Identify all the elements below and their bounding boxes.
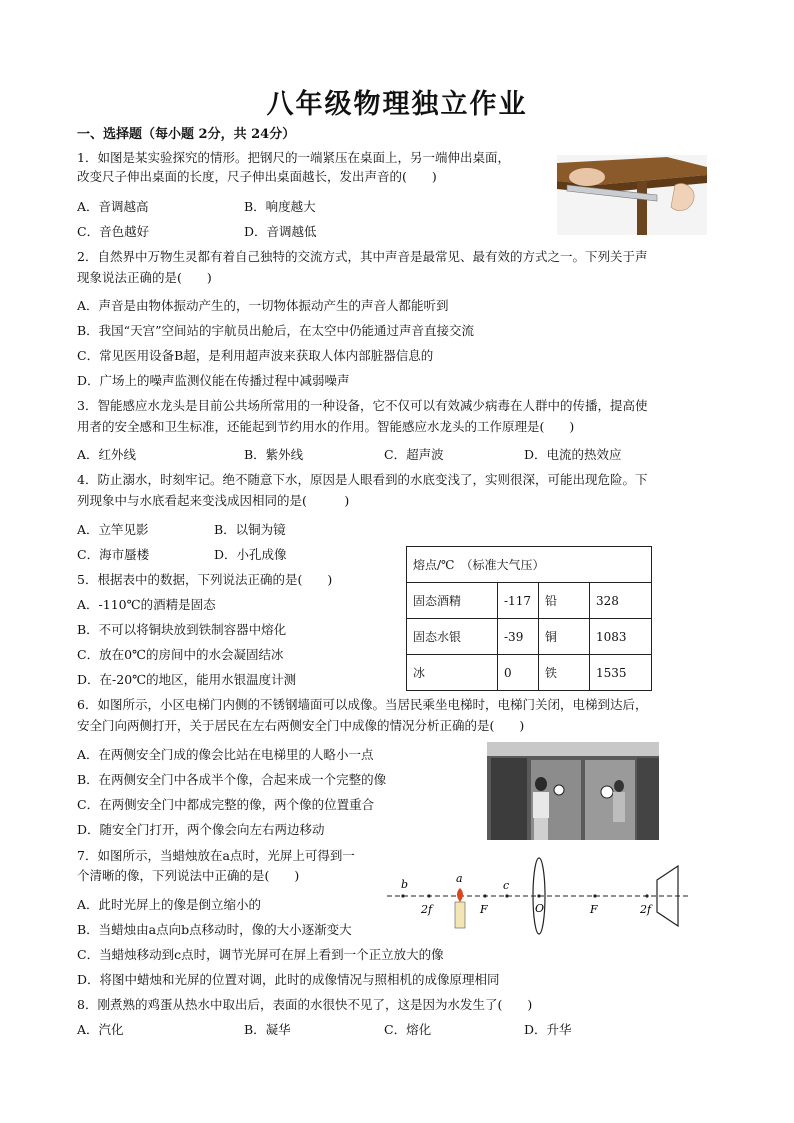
- q6-option-c: C．在两侧安全门中都成完整的像，两个像的位置重合: [77, 797, 375, 812]
- q1-stem-line1: 1．如图是某实验探究的情形。把钢尺的一端紧压在桌面上，另一端伸出桌面，: [77, 150, 510, 165]
- q2-stem-line1: 2．自然界中万物生灵都有着自己独特的交流方式，其中声音是最常见、最有效的方式之一。下列关于声: [77, 249, 648, 264]
- table-cell: 固态酒精: [407, 583, 498, 619]
- table-cell: -117: [498, 583, 539, 619]
- q8-stem: 8．刚煮熟的鸡蛋从热水中取出后，表面的水很快不见了，这是因为水发生了( ): [77, 997, 533, 1012]
- q2-stem-line2: 现象说法正确的是( ): [77, 270, 212, 285]
- q6-stem-line2: 安全门向两侧打开，关于居民在左右两侧安全门中成像的情况分析正确的是( ): [77, 718, 525, 733]
- table-cell: 铁: [539, 655, 590, 691]
- section-heading: 一、选择题（每小题 2分，共 24分）: [77, 127, 296, 142]
- q1-option-c: C．音色越好: [77, 224, 150, 239]
- label-a: a: [456, 872, 463, 885]
- q7-option-c: C．当蜡烛移动到c点时，调节光屏可在屏上看到一个正立放大的像: [77, 947, 444, 962]
- q8-option-c: C．熔化: [384, 1022, 432, 1037]
- table-header-row: [407, 547, 652, 583]
- table-cell: 铜: [539, 619, 590, 655]
- q8-option-a: A．汽化: [77, 1022, 124, 1037]
- table-cell: 固态水银: [407, 619, 498, 655]
- q7-option-d: D．将图中蜡烛和光屏的位置对调，此时的成像情况与照相机的成像原理相同: [77, 972, 500, 987]
- q6-option-a: A．在两侧安全门成的像会比站在电梯里的人略小一点: [77, 747, 374, 762]
- table-cell: 1535: [590, 655, 652, 691]
- q2-option-d: D．广场上的噪声监测仪能在传播过程中减弱噪声: [77, 373, 350, 388]
- elevator-photo: [487, 742, 659, 840]
- q4-stem-line2: 列现象中与水底看起来变浅成因相同的是( ): [77, 493, 350, 508]
- table-header: 熔点/℃ （标准大气压）: [407, 547, 652, 583]
- q1-option-b: B．响度越大: [244, 199, 316, 214]
- table-row: [407, 619, 652, 655]
- q6-stem-line1: 6．如图所示，小区电梯门内侧的不锈钢墙面可以成像。当居民乘坐电梯时，电梯门关闭，电梯到达后，: [77, 697, 648, 712]
- q3-option-c: C．超声波: [384, 447, 444, 462]
- label-2f-right: 2f: [640, 903, 652, 916]
- q3-option-a: A．红外线: [77, 447, 137, 462]
- q1-option-a: A．音调越高: [77, 199, 149, 214]
- q4-stem-line1: 4．防止溺水，时刻牢记。绝不随意下水，原因是人眼看到的水底变浅了，实则很深，可能出现危险。下: [77, 472, 648, 487]
- q2-option-a: A．声音是由物体振动产生的，一切物体振动产生的声音人都能听到: [77, 298, 449, 313]
- q3-option-b: B．紫外线: [244, 447, 304, 462]
- q7-stem-line2: 个清晰的像，下列说法中正确的是( ): [77, 868, 300, 883]
- q4-option-c: C．海市蜃楼: [77, 547, 150, 562]
- q6-option-d: D．随安全门打开，两个像会向左右两边移动: [77, 822, 325, 837]
- table-cell: 冰: [407, 655, 498, 691]
- label-f-left: F: [480, 903, 488, 916]
- q5-stem: 5．根据表中的数据，下列说法正确的是( ): [77, 572, 333, 587]
- label-f-right: F: [590, 903, 598, 916]
- label-o: O: [535, 902, 545, 915]
- page-title: 八年级物理独立作业: [266, 89, 528, 120]
- label-c: c: [503, 879, 510, 892]
- q3-option-d: D．电流的热效应: [524, 447, 622, 462]
- q4-option-d: D．小孔成像: [214, 547, 287, 562]
- q2-option-c: C．常见医用设备B超，是利用超声波来获取人体内部脏器信息的: [77, 348, 434, 363]
- q5-option-d: D．在-20℃的地区，能用水银温度计测: [77, 672, 297, 687]
- flame-icon: [457, 888, 463, 902]
- q1-option-d: D．音调越低: [244, 224, 317, 239]
- label-2f-left: 2f: [421, 903, 433, 916]
- table-cell: 1083: [590, 619, 652, 655]
- table-cell: 铅: [539, 583, 590, 619]
- table-cell: 328: [590, 583, 652, 619]
- table-row: [407, 583, 652, 619]
- melting-point-table: [406, 546, 652, 691]
- q1-stem-line2: 改变尺子伸出桌面的长度，尺子伸出桌面越长，发出声音的( ): [77, 169, 437, 184]
- q7-stem-line1: 7．如图所示，当蜡烛放在a点时，光屏上可得到一: [77, 848, 355, 863]
- lens-diagram: [385, 850, 695, 935]
- ruler-experiment-image: [557, 155, 707, 235]
- q8-option-d: D．升华: [524, 1022, 572, 1037]
- table-row: [407, 655, 652, 691]
- q7-option-b: B．当蜡烛由a点向b点移动时，像的大小逐渐变大: [77, 922, 352, 937]
- q5-option-c: C．放在0℃的房间中的水会凝固结冰: [77, 647, 284, 662]
- q5-option-a: A．-110℃的酒精是固态: [77, 597, 216, 612]
- q3-stem-line2: 用者的安全感和卫生标准，还能起到节约用水的作用。智能感应水龙头的工作原理是( ): [77, 419, 575, 434]
- table-cell: -39: [498, 619, 539, 655]
- q3-stem-line1: 3．智能感应水龙头是目前公共场所常用的一种设备，它不仅可以有效减少病毒在人群中的传播，提高使: [77, 398, 648, 413]
- q6-option-b: B．在两侧安全门中各成半个像，合起来成一个完整的像: [77, 772, 387, 787]
- q4-option-b: B．以铜为镜: [214, 522, 286, 537]
- q7-option-a: A．此时光屏上的像是倒立缩小的: [77, 897, 262, 912]
- candle: [455, 902, 465, 928]
- q5-option-b: B．不可以将铜块放到铁制容器中熔化: [77, 622, 287, 637]
- label-b: b: [401, 878, 409, 891]
- table-cell: 0: [498, 655, 539, 691]
- q8-option-b: B．凝华: [244, 1022, 291, 1037]
- q4-option-a: A．立竿见影: [77, 522, 149, 537]
- q2-option-b: B．我国“天宫”空间站的宇航员出舱后，在太空中仍能通过声音直接交流: [77, 323, 474, 338]
